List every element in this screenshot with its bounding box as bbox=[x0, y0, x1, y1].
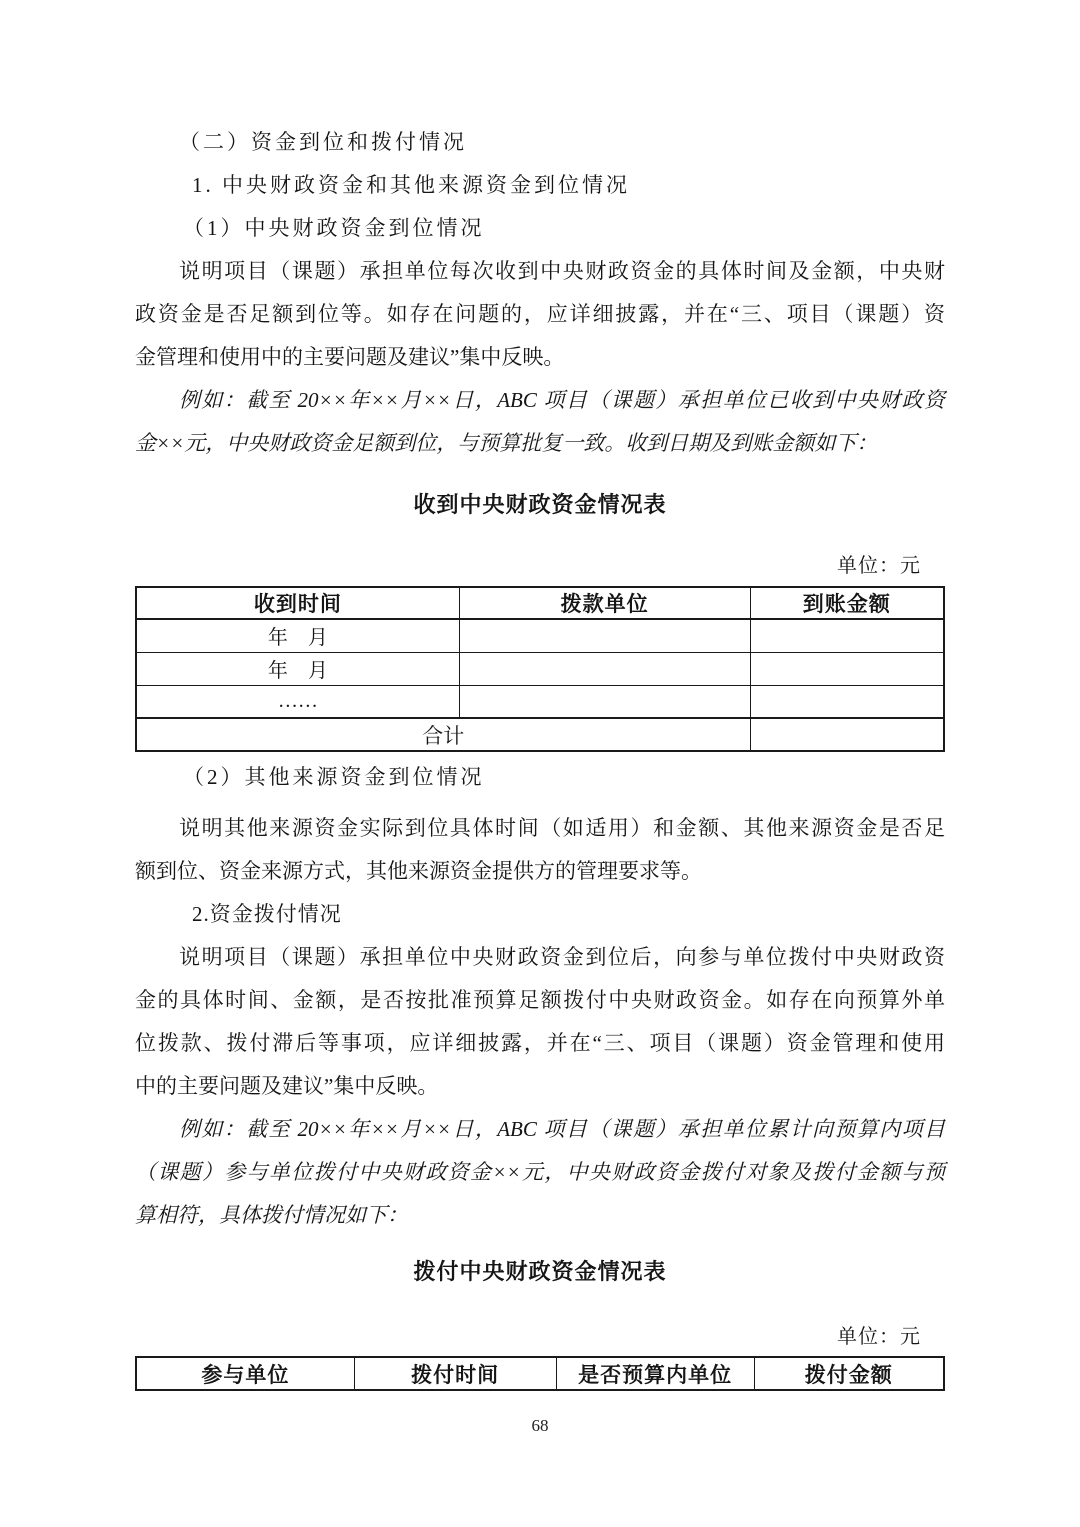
cell-empty bbox=[459, 685, 750, 718]
cell-empty bbox=[459, 619, 750, 652]
paragraph-line: 金的具体时间、金额，是否按批准预算足额拨付中央财政资金。如存在向预算外单 bbox=[135, 988, 945, 1012]
cell-receive-time: …… bbox=[136, 685, 459, 718]
column-header-disbursement-amount: 拨付金额 bbox=[754, 1357, 944, 1390]
heading-funds-disbursement: 2.资金拨付情况 bbox=[192, 902, 342, 926]
cell-empty bbox=[750, 718, 944, 751]
cell-empty bbox=[750, 619, 944, 652]
column-header-arrival-amount: 到账金额 bbox=[750, 587, 944, 619]
paragraph-line: 位拨款、拨付滞后等事项，应详细披露，并在“三、项目（课题）资金管理和使用 bbox=[135, 1031, 945, 1055]
paragraph-line: 说明其他来源资金实际到位具体时间（如适用）和金额、其他来源资金是否足 bbox=[179, 816, 945, 840]
disbursed-funds-table bbox=[135, 1356, 945, 1391]
table-header-row bbox=[136, 587, 944, 619]
paragraph-line: 说明项目（课题）承担单位每次收到中央财政资金的具体时间及金额，中央财 bbox=[179, 259, 945, 283]
paragraph-line: 算相符，具体拨付情况如下： bbox=[135, 1203, 408, 1227]
heading-central-funds-arrival: （1）中央财政资金到位情况 bbox=[183, 216, 485, 240]
paragraph-example-disbursed-funds bbox=[135, 1108, 945, 1237]
column-header-participating-unit: 参与单位 bbox=[136, 1357, 354, 1390]
paragraph-disbursement-desc bbox=[135, 936, 945, 1108]
received-funds-table bbox=[135, 586, 945, 752]
column-header-in-budget-unit: 是否预算内单位 bbox=[556, 1357, 754, 1390]
paragraph-line: 政资金是否足额到位等。如存在问题的，应详细披露，并在“三、项目（课题）资 bbox=[135, 302, 945, 326]
paragraph-line: 中的主要问题及建议”集中反映。 bbox=[135, 1074, 439, 1098]
column-header-receive-time: 收到时间 bbox=[136, 587, 459, 619]
column-header-disbursement-time: 拨付时间 bbox=[354, 1357, 556, 1390]
cell-total-label: 合计 bbox=[136, 718, 750, 751]
paragraph-line: 说明项目（课题）承担单位中央财政资金到位后，向参与单位拨付中央财政资 bbox=[179, 945, 945, 969]
paragraph-line: 额到位、资金来源方式，其他来源资金提供方的管理要求等。 bbox=[135, 859, 702, 883]
document-content bbox=[0, 121, 1080, 1391]
cell-empty bbox=[750, 685, 944, 718]
table-total-row bbox=[136, 718, 944, 751]
table-row bbox=[136, 685, 944, 718]
paragraph-line: 例如：截至 20××年××月××日，ABC 项目（课题）承担单位累计向预算内项目 bbox=[179, 1117, 945, 1141]
paragraph-line: 金××元，中央财政资金足额到位，与预算批复一致。收到日期及到账金额如下： bbox=[135, 431, 878, 455]
cell-receive-time: 年 月 bbox=[136, 652, 459, 685]
heading-central-and-other-funds-arrival: 1. 中央财政资金和其他来源资金到位情况 bbox=[192, 173, 630, 197]
paragraph-central-funds-arrival-desc bbox=[135, 250, 945, 379]
received-funds-table-unit-label: 单位：元 bbox=[837, 555, 921, 577]
paragraph-line: 金管理和使用中的主要问题及建议”集中反映。 bbox=[135, 345, 565, 369]
paragraph-line: 例如：截至 20××年××月××日，ABC 项目（课题）承担单位已收到中央财政资 bbox=[179, 388, 945, 412]
section-heading-funds-arrival-disbursement: （二）资金到位和拨付情况 bbox=[179, 130, 467, 154]
paragraph-line: （课题）参与单位拨付中央财政资金××元，中央财政资金拨付对象及拨付金额与预 bbox=[135, 1160, 945, 1184]
received-funds-table-title: 收到中央财政资金情况表 bbox=[413, 492, 667, 517]
page-number: 68 bbox=[531, 1416, 549, 1435]
table-row bbox=[136, 619, 944, 652]
disbursed-funds-table-unit-label: 单位：元 bbox=[837, 1326, 921, 1348]
paragraph-example-received-funds bbox=[135, 379, 945, 465]
paragraph-other-funds-desc bbox=[135, 807, 945, 893]
column-header-funding-unit: 拨款单位 bbox=[459, 587, 750, 619]
cell-receive-time: 年 月 bbox=[136, 619, 459, 652]
disbursed-funds-table-title: 拨付中央财政资金情况表 bbox=[413, 1259, 667, 1284]
heading-other-funds-arrival: （2）其他来源资金到位情况 bbox=[183, 765, 485, 789]
table-row bbox=[136, 652, 944, 685]
table-header-row bbox=[136, 1357, 944, 1390]
cell-empty bbox=[459, 652, 750, 685]
cell-empty bbox=[750, 652, 944, 685]
